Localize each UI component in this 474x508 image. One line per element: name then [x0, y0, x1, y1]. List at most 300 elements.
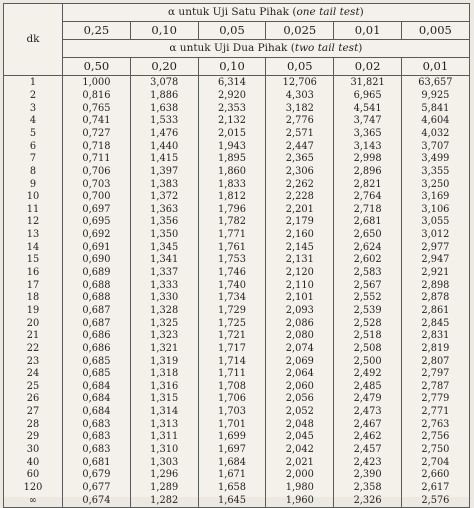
critical-value-cell: 1,314: [130, 406, 198, 419]
critical-value-cell: 1,321: [130, 342, 198, 355]
critical-value-cell: 1,638: [130, 102, 198, 115]
critical-value-cell: 0,741: [63, 115, 131, 128]
critical-value-cell: 2,500: [334, 355, 402, 368]
critical-value-cell: 1,363: [130, 203, 198, 216]
table-row: [4, 418, 470, 431]
critical-value-cell: 2,779: [401, 393, 469, 406]
critical-value-cell: 0,688: [63, 279, 131, 292]
critical-value-cell: 4,541: [334, 102, 402, 115]
critical-value-cell: 1,337: [130, 267, 198, 280]
table-header: [4, 4, 470, 76]
critical-value-cell: 6,965: [334, 90, 402, 103]
critical-value-cell: 0,686: [63, 330, 131, 343]
critical-value-cell: 2,896: [334, 165, 402, 178]
critical-value-cell: 2,763: [401, 418, 469, 431]
critical-value-cell: 0,685: [63, 368, 131, 381]
critical-value-cell: 1,333: [130, 279, 198, 292]
critical-value-cell: 1,706: [198, 393, 266, 406]
critical-value-cell: 1,943: [198, 140, 266, 153]
dk-cell: 19: [4, 305, 63, 318]
critical-value-cell: 3,747: [334, 115, 402, 128]
critical-value-cell: 2,528: [334, 317, 402, 330]
critical-value-cell: 2,977: [401, 241, 469, 254]
two-tail-level-header: 0,05: [266, 58, 334, 76]
critical-value-cell: 1,341: [130, 254, 198, 267]
critical-value-cell: 3,169: [401, 191, 469, 204]
one-tail-title-row: [4, 4, 470, 22]
critical-value-cell: 2,358: [334, 482, 402, 495]
critical-value-cell: 3,182: [266, 102, 334, 115]
critical-value-cell: 2,878: [401, 292, 469, 305]
critical-value-cell: 2,776: [266, 115, 334, 128]
critical-value-cell: 2,617: [401, 482, 469, 495]
critical-value-cell: 1,740: [198, 279, 266, 292]
one-tail-level-header: 0,005: [401, 22, 469, 40]
table-row: [4, 292, 470, 305]
one-tail-title-italic: one tail test: [296, 6, 360, 19]
table-row: [4, 393, 470, 406]
dk-cell: 30: [4, 444, 63, 457]
dk-cell: 16: [4, 267, 63, 280]
critical-value-cell: 0,679: [63, 469, 131, 482]
two-tail-title-suffix: ): [358, 42, 363, 55]
t-distribution-table: [3, 3, 470, 508]
critical-value-cell: 2,462: [334, 431, 402, 444]
table-row: [4, 254, 470, 267]
critical-value-cell: 2,056: [266, 393, 334, 406]
table-row: [4, 267, 470, 280]
critical-value-cell: 0,686: [63, 342, 131, 355]
dk-cell: 20: [4, 317, 63, 330]
critical-value-cell: 2,660: [401, 469, 469, 482]
critical-value-cell: 0,687: [63, 305, 131, 318]
critical-value-cell: 3,106: [401, 203, 469, 216]
critical-value-cell: 3,499: [401, 153, 469, 166]
table-body: [4, 76, 470, 508]
dk-cell: 27: [4, 406, 63, 419]
dk-cell: 24: [4, 368, 63, 381]
two-tail-levels-row: [4, 58, 470, 76]
one-tail-level-header: 0,05: [198, 22, 266, 40]
dk-cell: 7: [4, 153, 63, 166]
table-row: [4, 153, 470, 166]
critical-value-cell: 1,714: [198, 355, 266, 368]
critical-value-cell: 4,303: [266, 90, 334, 103]
critical-value-cell: 2,756: [401, 431, 469, 444]
dk-cell: 22: [4, 342, 63, 355]
critical-value-cell: 2,447: [266, 140, 334, 153]
table-row: [4, 241, 470, 254]
critical-value-cell: 1,310: [130, 444, 198, 457]
table-row: [4, 165, 470, 178]
critical-value-cell: 2,797: [401, 368, 469, 381]
critical-value-cell: 1,734: [198, 292, 266, 305]
critical-value-cell: 1,761: [198, 241, 266, 254]
dk-cell: 6: [4, 140, 63, 153]
critical-value-cell: 2,052: [266, 406, 334, 419]
critical-value-cell: 1,356: [130, 216, 198, 229]
critical-value-cell: 31,821: [334, 76, 402, 90]
critical-value-cell: 1,645: [198, 494, 266, 507]
table-row: [4, 76, 470, 90]
critical-value-cell: 0,683: [63, 418, 131, 431]
critical-value-cell: 2,473: [334, 406, 402, 419]
critical-value-cell: 1,533: [130, 115, 198, 128]
critical-value-cell: 1,315: [130, 393, 198, 406]
dk-cell: 28: [4, 418, 63, 431]
critical-value-cell: 1,699: [198, 431, 266, 444]
table-row: [4, 90, 470, 103]
critical-value-cell: 2,015: [198, 128, 266, 141]
critical-value-cell: 3,055: [401, 216, 469, 229]
critical-value-cell: 2,045: [266, 431, 334, 444]
critical-value-cell: 2,821: [334, 178, 402, 191]
critical-value-cell: 2,306: [266, 165, 334, 178]
critical-value-cell: 1,721: [198, 330, 266, 343]
table-row: [4, 317, 470, 330]
critical-value-cell: 1,658: [198, 482, 266, 495]
critical-value-cell: 1,311: [130, 431, 198, 444]
dk-cell: 23: [4, 355, 63, 368]
critical-value-cell: 2,571: [266, 128, 334, 141]
critical-value-cell: 1,415: [130, 153, 198, 166]
critical-value-cell: 2,262: [266, 178, 334, 191]
critical-value-cell: 2,583: [334, 267, 402, 280]
critical-value-cell: 1,886: [130, 90, 198, 103]
critical-value-cell: 2,145: [266, 241, 334, 254]
critical-value-cell: 3,143: [334, 140, 402, 153]
critical-value-cell: 9,925: [401, 90, 469, 103]
critical-value-cell: 1,895: [198, 153, 266, 166]
dk-cell: 11: [4, 203, 63, 216]
dk-cell: 2: [4, 90, 63, 103]
two-tail-level-header: 0,50: [63, 58, 131, 76]
critical-value-cell: 2,898: [401, 279, 469, 292]
critical-value-cell: 0,688: [63, 292, 131, 305]
table-row: [4, 456, 470, 469]
critical-value-cell: 2,467: [334, 418, 402, 431]
table-row: [4, 216, 470, 229]
critical-value-cell: 2,704: [401, 456, 469, 469]
critical-value-cell: 1,383: [130, 178, 198, 191]
critical-value-cell: 2,492: [334, 368, 402, 381]
critical-value-cell: 1,330: [130, 292, 198, 305]
critical-value-cell: 1,697: [198, 444, 266, 457]
dk-cell: 12: [4, 216, 63, 229]
critical-value-cell: 1,296: [130, 469, 198, 482]
critical-value-cell: 0,683: [63, 431, 131, 444]
critical-value-cell: 1,000: [63, 76, 131, 90]
table-row: [4, 229, 470, 242]
critical-value-cell: 2,508: [334, 342, 402, 355]
critical-value-cell: 5,841: [401, 102, 469, 115]
table-row: [4, 355, 470, 368]
table-row: [4, 140, 470, 153]
dk-cell: 9: [4, 178, 63, 191]
critical-value-cell: 1,323: [130, 330, 198, 343]
dk-cell: ∞: [4, 494, 63, 507]
critical-value-cell: 3,355: [401, 165, 469, 178]
critical-value-cell: 2,807: [401, 355, 469, 368]
critical-value-cell: 1,303: [130, 456, 198, 469]
one-tail-title: [63, 4, 470, 22]
critical-value-cell: 1,325: [130, 317, 198, 330]
critical-value-cell: 2,819: [401, 342, 469, 355]
two-tail-level-header: 0,01: [401, 58, 469, 76]
critical-value-cell: 2,000: [266, 469, 334, 482]
critical-value-cell: 0,684: [63, 393, 131, 406]
critical-value-cell: 2,093: [266, 305, 334, 318]
table-row: [4, 203, 470, 216]
dk-cell: 4: [4, 115, 63, 128]
critical-value-cell: 2,060: [266, 380, 334, 393]
critical-value-cell: 0,706: [63, 165, 131, 178]
critical-value-cell: 2,479: [334, 393, 402, 406]
critical-value-cell: 2,365: [266, 153, 334, 166]
critical-value-cell: 3,707: [401, 140, 469, 153]
one-tail-level-header: 0,01: [334, 22, 402, 40]
critical-value-cell: 1,717: [198, 342, 266, 355]
dk-cell: 3: [4, 102, 63, 115]
critical-value-cell: 0,690: [63, 254, 131, 267]
two-tail-level-header: 0,20: [130, 58, 198, 76]
critical-value-cell: 2,131: [266, 254, 334, 267]
dk-header: dk: [4, 4, 63, 76]
critical-value-cell: 3,365: [334, 128, 402, 141]
critical-value-cell: 1,708: [198, 380, 266, 393]
critical-value-cell: 2,539: [334, 305, 402, 318]
critical-value-cell: 0,703: [63, 178, 131, 191]
critical-value-cell: 3,012: [401, 229, 469, 242]
critical-value-cell: 1,372: [130, 191, 198, 204]
critical-value-cell: 0,683: [63, 444, 131, 457]
two-tail-title-row: [4, 40, 470, 58]
critical-value-cell: 2,160: [266, 229, 334, 242]
critical-value-cell: 0,685: [63, 355, 131, 368]
critical-value-cell: 2,110: [266, 279, 334, 292]
critical-value-cell: 1,746: [198, 267, 266, 280]
critical-value-cell: 0,674: [63, 494, 131, 507]
critical-value-cell: 2,021: [266, 456, 334, 469]
critical-value-cell: 1,711: [198, 368, 266, 381]
critical-value-cell: 63,657: [401, 76, 469, 90]
critical-value-cell: 1,397: [130, 165, 198, 178]
critical-value-cell: 2,947: [401, 254, 469, 267]
critical-value-cell: 2,567: [334, 279, 402, 292]
critical-value-cell: 1,345: [130, 241, 198, 254]
critical-value-cell: 0,684: [63, 406, 131, 419]
critical-value-cell: 2,750: [401, 444, 469, 457]
dk-cell: 26: [4, 393, 63, 406]
critical-value-cell: 2,423: [334, 456, 402, 469]
table-row: [4, 444, 470, 457]
critical-value-cell: 2,845: [401, 317, 469, 330]
critical-value-cell: 1,476: [130, 128, 198, 141]
dk-cell: 8: [4, 165, 63, 178]
critical-value-cell: 2,787: [401, 380, 469, 393]
critical-value-cell: 1,960: [266, 494, 334, 507]
critical-value-cell: 2,048: [266, 418, 334, 431]
critical-value-cell: 1,282: [130, 494, 198, 507]
two-tail-title-italic: two tail test: [294, 42, 359, 55]
critical-value-cell: 2,861: [401, 305, 469, 318]
critical-value-cell: 1,771: [198, 229, 266, 242]
two-tail-level-header: 0,10: [198, 58, 266, 76]
critical-value-cell: 2,132: [198, 115, 266, 128]
critical-value-cell: 4,604: [401, 115, 469, 128]
table-row: [4, 191, 470, 204]
two-tail-title: [63, 40, 470, 58]
table-row: [4, 368, 470, 381]
dk-cell: 15: [4, 254, 63, 267]
critical-value-cell: 1,671: [198, 469, 266, 482]
critical-value-cell: 1,289: [130, 482, 198, 495]
critical-value-cell: 0,816: [63, 90, 131, 103]
critical-value-cell: 1,782: [198, 216, 266, 229]
critical-value-cell: 2,764: [334, 191, 402, 204]
critical-value-cell: 2,602: [334, 254, 402, 267]
critical-value-cell: 1,701: [198, 418, 266, 431]
critical-value-cell: 2,920: [198, 90, 266, 103]
critical-value-cell: 1,725: [198, 317, 266, 330]
critical-value-cell: 2,069: [266, 355, 334, 368]
dk-cell: 17: [4, 279, 63, 292]
table-row: [4, 178, 470, 191]
critical-value-cell: 1,729: [198, 305, 266, 318]
critical-value-cell: 2,485: [334, 380, 402, 393]
critical-value-cell: 2,718: [334, 203, 402, 216]
critical-value-cell: 2,390: [334, 469, 402, 482]
critical-value-cell: 1,833: [198, 178, 266, 191]
critical-value-cell: 0,692: [63, 229, 131, 242]
one-tail-title-prefix: α untuk Uji Satu Pihak (: [168, 6, 297, 19]
table-row: [4, 330, 470, 343]
critical-value-cell: 4,032: [401, 128, 469, 141]
critical-value-cell: 2,457: [334, 444, 402, 457]
critical-value-cell: 2,650: [334, 229, 402, 242]
one-tail-level-header: 0,025: [266, 22, 334, 40]
critical-value-cell: 6,314: [198, 76, 266, 90]
critical-value-cell: 0,695: [63, 216, 131, 229]
dk-cell: 5: [4, 128, 63, 141]
critical-value-cell: 0,718: [63, 140, 131, 153]
critical-value-cell: 3,078: [130, 76, 198, 90]
table-row: [4, 279, 470, 292]
critical-value-cell: 2,576: [401, 494, 469, 507]
critical-value-cell: 2,201: [266, 203, 334, 216]
critical-value-cell: 2,831: [401, 330, 469, 343]
critical-value-cell: 1,350: [130, 229, 198, 242]
critical-value-cell: 12,706: [266, 76, 334, 90]
table-row: [4, 469, 470, 482]
one-tail-level-header: 0,25: [63, 22, 131, 40]
table-row: [4, 482, 470, 495]
critical-value-cell: 1,440: [130, 140, 198, 153]
table-row: [4, 431, 470, 444]
critical-value-cell: 0,681: [63, 456, 131, 469]
critical-value-cell: 2,101: [266, 292, 334, 305]
dk-cell: 1: [4, 76, 63, 90]
table-row: [4, 342, 470, 355]
critical-value-cell: 0,677: [63, 482, 131, 495]
critical-value-cell: 2,326: [334, 494, 402, 507]
critical-value-cell: 1,328: [130, 305, 198, 318]
critical-value-cell: 1,319: [130, 355, 198, 368]
critical-value-cell: 2,086: [266, 317, 334, 330]
table-row: [4, 380, 470, 393]
critical-value-cell: 1,796: [198, 203, 266, 216]
one-tail-levels-row: [4, 22, 470, 40]
critical-value-cell: 2,064: [266, 368, 334, 381]
two-tail-level-header: 0,02: [334, 58, 402, 76]
critical-value-cell: 0,727: [63, 128, 131, 141]
dk-cell: 29: [4, 431, 63, 444]
critical-value-cell: 1,980: [266, 482, 334, 495]
critical-value-cell: 1,313: [130, 418, 198, 431]
critical-value-cell: 2,681: [334, 216, 402, 229]
dk-cell: 21: [4, 330, 63, 343]
t-distribution-table-page: [3, 3, 469, 506]
critical-value-cell: 2,042: [266, 444, 334, 457]
critical-value-cell: 0,697: [63, 203, 131, 216]
critical-value-cell: 2,624: [334, 241, 402, 254]
critical-value-cell: 2,080: [266, 330, 334, 343]
dk-cell: 10: [4, 191, 63, 204]
one-tail-level-header: 0,10: [130, 22, 198, 40]
critical-value-cell: 1,812: [198, 191, 266, 204]
critical-value-cell: 2,353: [198, 102, 266, 115]
critical-value-cell: 2,552: [334, 292, 402, 305]
one-tail-title-suffix: ): [359, 6, 364, 19]
dk-cell: 40: [4, 456, 63, 469]
dk-cell: 14: [4, 241, 63, 254]
critical-value-cell: 0,689: [63, 267, 131, 280]
critical-value-cell: 0,687: [63, 317, 131, 330]
critical-value-cell: 2,921: [401, 267, 469, 280]
critical-value-cell: 1,753: [198, 254, 266, 267]
dk-cell: 18: [4, 292, 63, 305]
critical-value-cell: 1,684: [198, 456, 266, 469]
critical-value-cell: 2,518: [334, 330, 402, 343]
critical-value-cell: 2,074: [266, 342, 334, 355]
critical-value-cell: 2,771: [401, 406, 469, 419]
critical-value-cell: 0,684: [63, 380, 131, 393]
table-row: [4, 406, 470, 419]
critical-value-cell: 2,228: [266, 191, 334, 204]
critical-value-cell: 2,179: [266, 216, 334, 229]
dk-cell: 13: [4, 229, 63, 242]
critical-value-cell: 1,318: [130, 368, 198, 381]
critical-value-cell: 1,703: [198, 406, 266, 419]
critical-value-cell: 1,860: [198, 165, 266, 178]
critical-value-cell: 0,700: [63, 191, 131, 204]
critical-value-cell: 0,711: [63, 153, 131, 166]
table-row: [4, 115, 470, 128]
table-row: [4, 102, 470, 115]
critical-value-cell: 1,316: [130, 380, 198, 393]
dk-cell: 25: [4, 380, 63, 393]
critical-value-cell: 2,998: [334, 153, 402, 166]
table-row: [4, 305, 470, 318]
two-tail-title-prefix: α untuk Uji Dua Pihak (: [169, 42, 295, 55]
dk-cell: 120: [4, 482, 63, 495]
critical-value-cell: 0,765: [63, 102, 131, 115]
dk-cell: 60: [4, 469, 63, 482]
critical-value-cell: 2,120: [266, 267, 334, 280]
table-row: [4, 128, 470, 141]
critical-value-cell: 0,691: [63, 241, 131, 254]
critical-value-cell: 3,250: [401, 178, 469, 191]
